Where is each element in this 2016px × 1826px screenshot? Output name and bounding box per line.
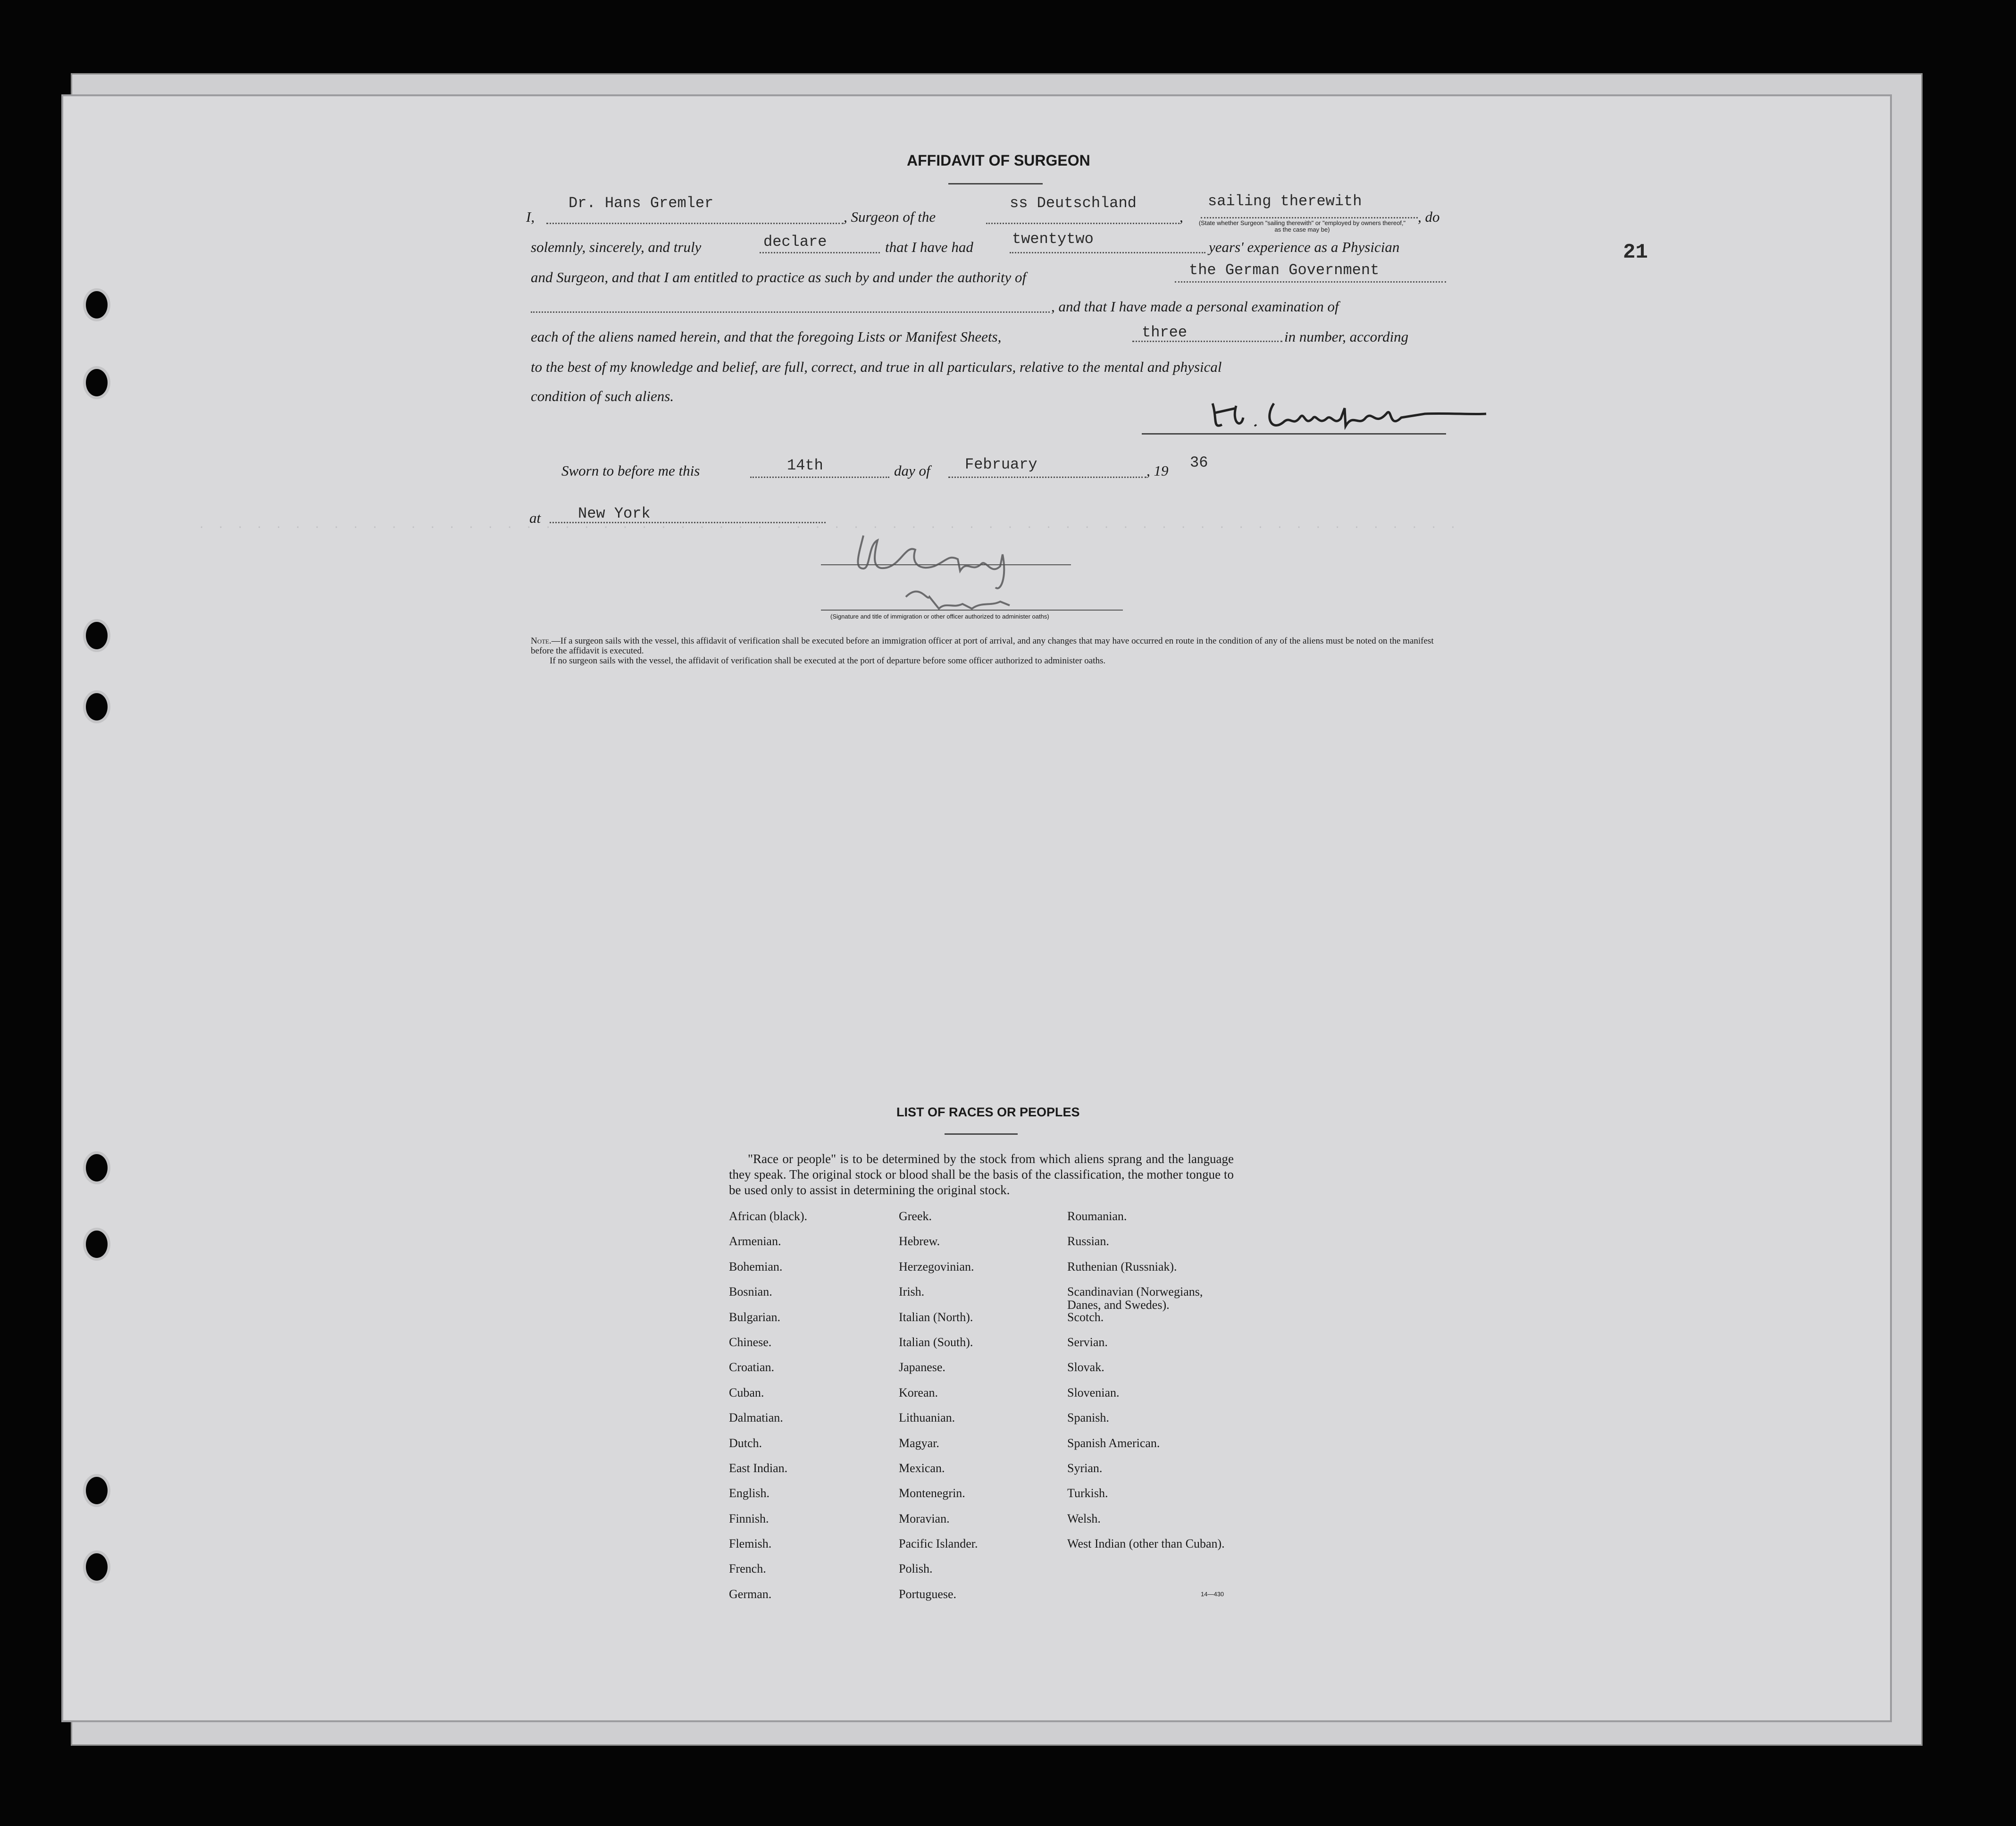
officer-signature-line (821, 564, 1071, 565)
affidavit-text: years' experience as a Physician (1209, 239, 1400, 255)
race-item: English. (729, 1486, 770, 1500)
race-item: Italian (South). (899, 1335, 973, 1349)
title-rule (945, 1133, 1018, 1135)
affidavit-text: day of (894, 462, 930, 479)
affidavit-text: I, (526, 209, 535, 225)
surgeon-status-field: sailing therewith (1208, 193, 1362, 210)
affidavit-text: , (1179, 209, 1183, 225)
race-item: Magyar. (899, 1436, 939, 1450)
fill-line (1175, 281, 1446, 283)
signature-line (1142, 433, 1446, 435)
race-item: Lithuanian. (899, 1411, 955, 1425)
binder-hole (86, 1553, 108, 1581)
race-item: Portuguese. (899, 1587, 957, 1601)
years-experience-field: twentytwo (1012, 230, 1094, 248)
race-item: Cuban. (729, 1385, 764, 1399)
surgeon-name-field: Dr. Hans Gremler (569, 194, 714, 212)
race-item: Hebrew. (899, 1234, 940, 1248)
race-item: Croatian. (729, 1360, 775, 1374)
affidavit-text: , do (1418, 209, 1440, 225)
place-field: New York (578, 505, 651, 522)
race-item: Syrian. (1067, 1461, 1103, 1475)
race-item: Dalmatian. (729, 1411, 783, 1425)
affidavit-text: Sworn to before me this (561, 462, 700, 479)
race-item: Slovenian. (1067, 1385, 1120, 1399)
race-item: Roumanian. (1067, 1209, 1127, 1223)
race-item: Bulgarian. (729, 1310, 781, 1324)
vessel-field: ss Deutschland (1010, 194, 1137, 212)
officer-signature (845, 526, 1099, 620)
affidavit-text: condition of such aliens. (531, 388, 674, 404)
binder-hole (86, 291, 108, 318)
affidavit-text: , Surgeon of the (844, 209, 936, 225)
race-item: African (black). (729, 1209, 808, 1223)
affidavit-title: AFFIDAVIT OF SURGEON (907, 152, 1090, 169)
title-rule (948, 183, 1043, 184)
race-item: Armenian. (729, 1234, 781, 1248)
fill-line (948, 477, 1146, 478)
affidavit-text: at (529, 510, 541, 526)
affidavit-text: each of the aliens named herein, and that the foregoing Lists or Manifest Sheets, (531, 328, 1002, 345)
race-item: West Indian (other than Cuban). (1067, 1537, 1225, 1551)
affidavit-text: solemnly, sincerely, and truly (531, 239, 702, 255)
race-item: Herzegovinian. (899, 1259, 974, 1273)
binder-hole (86, 622, 108, 649)
race-item: Ruthenian (Russniak). (1067, 1259, 1177, 1273)
race-item: Mexican. (899, 1461, 945, 1475)
race-item: Moravian. (899, 1511, 950, 1525)
race-item: Italian (North). (899, 1310, 973, 1324)
officer-title-line (821, 610, 1123, 611)
affidavit-note (531, 636, 1446, 666)
race-item: Chinese. (729, 1335, 772, 1349)
note-label: Note. (531, 636, 552, 646)
race-item: German. (729, 1587, 772, 1601)
binder-hole (86, 1154, 108, 1181)
binder-hole (86, 1477, 108, 1504)
races-column-3 (1067, 1210, 1237, 1562)
affidavit-text: that I have had (885, 239, 973, 255)
surgeon-signature (1203, 385, 1496, 436)
race-item: Bohemian. (729, 1259, 783, 1273)
race-item: Polish. (899, 1562, 933, 1576)
form-number: 14—430 (1201, 1591, 1224, 1598)
races-column-1 (729, 1210, 889, 1613)
race-item: Turkish. (1067, 1486, 1108, 1500)
status-instruction: (State whether Surgeon "sailing therewith" or "employed by owners thereof," as the case may be) (1198, 219, 1406, 233)
sworn-year-field: 36 (1190, 454, 1208, 471)
race-item: Spanish American. (1067, 1436, 1160, 1450)
race-item: Scotch. (1067, 1310, 1104, 1324)
race-item: Welsh. (1067, 1511, 1101, 1525)
binder-hole (86, 1231, 108, 1258)
fill-line (546, 223, 844, 224)
fill-line (531, 311, 1050, 313)
race-item: East Indian. (729, 1461, 788, 1475)
race-item: Greek. (899, 1209, 932, 1223)
races-title: LIST OF RACES OR PEOPLES (896, 1105, 1080, 1119)
fill-line (750, 477, 889, 478)
fill-line (1201, 217, 1418, 218)
affidavit-text: , and that I have made a personal examination of (1051, 298, 1339, 315)
officer-caption: (Signature and title of immigration or other officer authorized to administer oaths) (830, 613, 1049, 620)
binder-hole (86, 693, 108, 720)
race-item: Irish. (899, 1285, 925, 1299)
note-text: —If a surgeon sails with the vessel, this affidavit of verification shall be executed before an immigration officer at port of arrival, and any changes that may have occurred en route in the condition of any of the aliens must be noted on the manifest before the affidavit is executed. (531, 636, 1434, 656)
race-item: Scandinavian (Norwegians, Danes, and Swedes). (1067, 1285, 1203, 1312)
margin-mark: 21 (1623, 241, 1648, 264)
race-item: French. (729, 1562, 766, 1576)
affidavit-text: in number, according (1284, 328, 1409, 345)
fill-line (1010, 252, 1205, 253)
race-item: Finnish. (729, 1511, 769, 1525)
affidavit-text: , 19 (1146, 462, 1169, 479)
race-item: Flemish. (729, 1537, 772, 1551)
race-item: Montenegrin. (899, 1486, 965, 1500)
race-item: Japanese. (899, 1360, 945, 1374)
sworn-day-field: 14th (787, 457, 823, 474)
race-item: Korean. (899, 1385, 938, 1399)
fill-line (760, 252, 880, 253)
race-item: Pacific Islander. (899, 1537, 978, 1551)
declaration-verb-field: declare (763, 233, 827, 251)
affidavit-text: and Surgeon, and that I am entitled to practice as such by and under the authority of (531, 269, 1027, 285)
race-item: Bosnian. (729, 1285, 772, 1299)
races-column-2 (899, 1210, 1059, 1613)
authority-field: the German Government (1189, 261, 1380, 279)
sworn-month-field: February (965, 456, 1037, 473)
affidavit-text: to the best of my knowledge and belief, are full, correct, and true in all particulars, relative to the mental and physical (531, 359, 1222, 375)
race-item: Spanish. (1067, 1411, 1109, 1425)
fill-line (986, 223, 1179, 224)
binder-hole (86, 369, 108, 396)
note-text: If no surgeon sails with the vessel, the affidavit of verification shall be executed at the port of departure before some officer authorized to administer oaths. (550, 656, 1106, 666)
sheet-count-field: three (1142, 324, 1188, 341)
race-item: Dutch. (729, 1436, 762, 1450)
race-item: Russian. (1067, 1234, 1109, 1248)
bleed-through-text: · · · · · · · · · · · · · · · · · · · · · · · · · · · · · · · · · · · · · · · · · · · · · · · · · · · · · · · · · · · · · · · · · · (198, 521, 1459, 534)
race-item: Slovak. (1067, 1360, 1104, 1374)
race-item: Servian. (1067, 1335, 1108, 1349)
races-intro: "Race or people" is to be determined by the stock from which aliens sprang and the language they speak. The original stock or blood shall be the basis of the classification, the mother tongue to be used only to assist in determining the original stock. (729, 1152, 1234, 1197)
